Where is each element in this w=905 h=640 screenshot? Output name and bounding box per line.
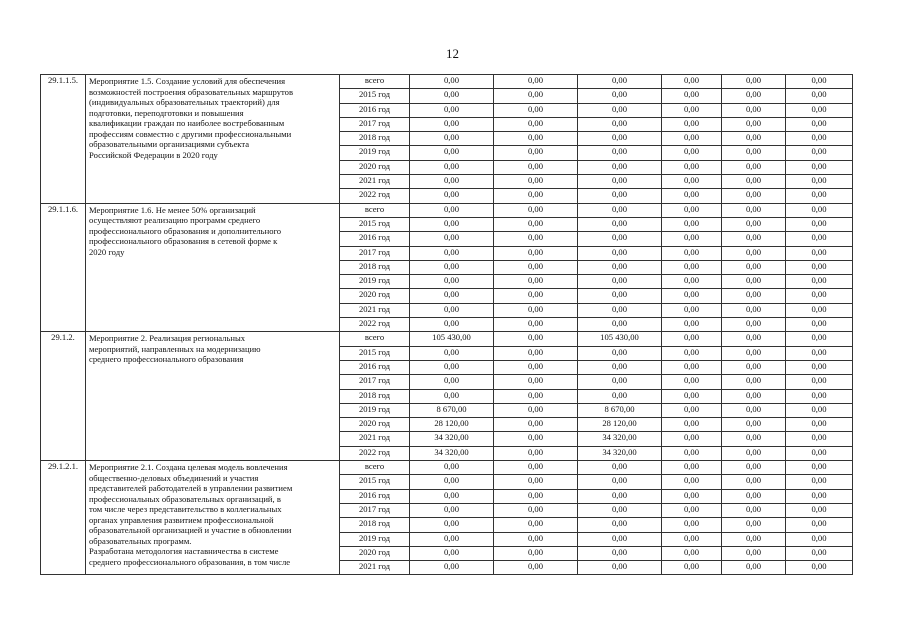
description-line: общественно-деловых объединений и участия [89,472,259,483]
amount-cell: 0,00 [722,532,786,546]
amount-cell: 0,00 [662,418,722,432]
amount-cell: 0,00 [722,475,786,489]
amount-cell: 0,00 [410,461,494,475]
amount-cell: 0,00 [662,546,722,560]
period-cell: 2016 год [340,489,410,503]
period-cell: 2019 год [340,403,410,417]
amount-cell: 0,00 [722,561,786,575]
amount-cell: 0,00 [786,446,853,460]
description-line: квалификации граждан по наиболее востребованным [89,118,285,128]
period-cell: 2016 год [340,360,410,374]
amount-cell: 0,00 [662,503,722,517]
amount-cell: 0,00 [662,175,722,189]
amount-cell: 0,00 [786,375,853,389]
amount-cell: 0,00 [786,389,853,403]
amount-cell: 0,00 [786,360,853,374]
period-cell: 2020 год [340,289,410,303]
amount-cell: 0,00 [578,532,662,546]
period-cell: 2015 год [340,217,410,231]
period-cell: 2019 год [340,275,410,289]
amount-cell: 0,00 [662,360,722,374]
amount-cell: 28 120,00 [578,418,662,432]
amount-cell: 0,00 [494,175,578,189]
amount-cell: 0,00 [786,403,853,417]
amount-cell: 0,00 [722,289,786,303]
description-line: 2020 году [89,246,125,257]
amount-cell: 0,00 [722,189,786,203]
amount-cell: 34 320,00 [578,446,662,460]
description-line: Разработана методология наставничества в системе [89,546,279,557]
amount-cell: 0,00 [410,503,494,517]
period-cell: 2020 год [340,418,410,432]
description-line: профессиям совместно с другими профессиональными [89,128,292,139]
period-cell: 2021 год [340,561,410,575]
amount-cell: 0,00 [410,518,494,532]
amount-cell: 0,00 [722,260,786,274]
description-line: Мероприятие 2. Реализация региональных [89,333,246,344]
amount-cell: 0,00 [494,289,578,303]
period-cell: 2015 год [340,475,410,489]
amount-cell: 0,00 [662,446,722,460]
amount-cell: 0,00 [410,360,494,374]
amount-cell: 0,00 [578,489,662,503]
description-line: образовательными организациями субъекта [89,139,250,149]
amount-cell: 0,00 [722,117,786,131]
amount-cell: 0,00 [494,232,578,246]
amount-cell: 0,00 [786,160,853,174]
amount-cell: 0,00 [662,260,722,274]
amount-cell: 0,00 [578,275,662,289]
amount-cell: 0,00 [662,561,722,575]
description-line: профессионального образования в сетевой форме к [89,236,278,247]
amount-cell: 0,00 [578,189,662,203]
description-line: профессиональных образовательных организаций, в [89,493,281,504]
amount-cell: 0,00 [786,318,853,332]
amount-cell: 0,00 [662,303,722,317]
amount-cell: 34 320,00 [410,446,494,460]
amount-cell: 0,00 [578,217,662,231]
amount-cell: 0,00 [662,103,722,117]
amount-cell: 0,00 [578,389,662,403]
amount-cell: 0,00 [662,217,722,231]
amount-cell: 0,00 [410,232,494,246]
amount-cell: 0,00 [722,360,786,374]
amount-cell: 0,00 [722,146,786,160]
activity-code: 29.1.1.6. [41,203,86,332]
amount-cell: 0,00 [578,346,662,360]
amount-cell: 0,00 [494,418,578,432]
period-cell: 2022 год [340,318,410,332]
period-cell: всего [340,461,410,475]
amount-cell: 0,00 [494,246,578,260]
amount-cell: 0,00 [494,346,578,360]
amount-cell: 0,00 [578,503,662,517]
amount-cell: 0,00 [494,203,578,217]
amount-cell: 0,00 [578,232,662,246]
period-cell: 2021 год [340,432,410,446]
period-cell: 2016 год [340,232,410,246]
period-cell: 2020 год [340,546,410,560]
amount-cell: 0,00 [494,475,578,489]
period-cell: 2017 год [340,375,410,389]
amount-cell: 0,00 [410,389,494,403]
amount-cell: 0,00 [578,360,662,374]
amount-cell: 0,00 [578,75,662,89]
amount-cell: 0,00 [578,160,662,174]
amount-cell: 0,00 [722,503,786,517]
amount-cell: 0,00 [662,75,722,89]
period-cell: 2017 год [340,503,410,517]
amount-cell: 0,00 [578,89,662,103]
amount-cell: 0,00 [662,432,722,446]
amount-cell: 0,00 [410,303,494,317]
amount-cell: 0,00 [494,260,578,274]
amount-cell: 0,00 [786,203,853,217]
amount-cell: 0,00 [662,146,722,160]
page-number: 12 [446,46,459,61]
amount-cell: 0,00 [578,289,662,303]
amount-cell: 0,00 [410,561,494,575]
amount-cell: 0,00 [410,117,494,131]
budget-table [40,74,853,575]
amount-cell: 0,00 [494,89,578,103]
amount-cell: 0,00 [786,275,853,289]
amount-cell: 0,00 [410,318,494,332]
amount-cell: 0,00 [722,489,786,503]
amount-cell: 0,00 [578,518,662,532]
table-row [41,461,853,475]
amount-cell: 0,00 [494,318,578,332]
amount-cell: 0,00 [578,303,662,317]
amount-cell: 0,00 [494,332,578,346]
amount-cell: 0,00 [662,318,722,332]
description-line: Мероприятие 1.6. Не менее 50% организаций [89,204,256,215]
description-line: образовательных программ. [89,535,192,546]
amount-cell: 28 120,00 [410,418,494,432]
amount-cell: 0,00 [786,503,853,517]
period-cell: 2020 год [340,160,410,174]
period-cell: 2022 год [340,446,410,460]
period-cell: 2019 год [340,532,410,546]
amount-cell: 0,00 [578,475,662,489]
amount-cell: 0,00 [786,532,853,546]
amount-cell: 0,00 [494,561,578,575]
amount-cell: 0,00 [662,346,722,360]
table-row [41,203,853,217]
amount-cell: 0,00 [578,461,662,475]
description-line: профессионального образования и дополнительного [89,225,282,236]
amount-cell: 0,00 [786,232,853,246]
amount-cell: 0,00 [410,217,494,231]
amount-cell: 0,00 [410,103,494,117]
amount-cell: 0,00 [722,318,786,332]
period-cell: всего [340,203,410,217]
amount-cell: 0,00 [786,461,853,475]
amount-cell: 0,00 [494,360,578,374]
amount-cell: 0,00 [410,532,494,546]
description-line: возможностей построения образовательных маршрутов [89,86,294,97]
amount-cell: 0,00 [662,203,722,217]
amount-cell: 0,00 [410,375,494,389]
amount-cell: 0,00 [786,346,853,360]
amount-cell: 0,00 [722,303,786,317]
description-line: Российской Федерации в 2020 году [89,149,218,160]
amount-cell: 0,00 [786,117,853,131]
amount-cell: 0,00 [494,375,578,389]
amount-cell: 0,00 [722,403,786,417]
description-line: среднего профессионального образования, в том числе [89,556,291,567]
amount-cell: 0,00 [494,160,578,174]
amount-cell: 0,00 [410,203,494,217]
period-cell: 2017 год [340,117,410,131]
amount-cell: 0,00 [662,132,722,146]
amount-cell: 0,00 [494,432,578,446]
amount-cell: 0,00 [662,232,722,246]
description-line: подготовки, переподготовки и повышения [89,107,244,118]
amount-cell: 0,00 [494,146,578,160]
amount-cell: 0,00 [494,403,578,417]
amount-cell: 0,00 [662,189,722,203]
amount-cell: 0,00 [786,489,853,503]
activity-description [86,332,340,461]
amount-cell: 0,00 [578,132,662,146]
amount-cell: 0,00 [722,217,786,231]
amount-cell: 0,00 [786,432,853,446]
amount-cell: 0,00 [494,103,578,117]
amount-cell: 0,00 [494,189,578,203]
amount-cell: 0,00 [722,432,786,446]
amount-cell: 0,00 [662,475,722,489]
amount-cell: 0,00 [722,332,786,346]
period-cell: 2021 год [340,175,410,189]
description-line: представителей работодателей в управлении развитием [89,483,293,494]
activity-code: 29.1.2.1. [41,461,86,575]
amount-cell: 0,00 [494,75,578,89]
amount-cell: 0,00 [722,518,786,532]
amount-cell: 0,00 [410,346,494,360]
amount-cell: 0,00 [662,332,722,346]
period-cell: всего [340,332,410,346]
amount-cell: 0,00 [786,289,853,303]
amount-cell: 0,00 [722,461,786,475]
amount-cell: 0,00 [722,246,786,260]
amount-cell: 0,00 [494,389,578,403]
period-cell: 2017 год [340,246,410,260]
amount-cell: 0,00 [494,489,578,503]
period-cell: 2018 год [340,389,410,403]
amount-cell: 0,00 [578,203,662,217]
amount-cell: 0,00 [662,289,722,303]
amount-cell: 0,00 [662,461,722,475]
activity-code: 29.1.2. [41,332,86,461]
amount-cell: 0,00 [578,103,662,117]
amount-cell: 0,00 [410,475,494,489]
description-line: том числе через представительство в коллегиальных [89,504,282,515]
amount-cell: 0,00 [662,489,722,503]
amount-cell: 0,00 [786,103,853,117]
period-cell: 2021 год [340,303,410,317]
amount-cell: 0,00 [410,132,494,146]
amount-cell: 0,00 [578,146,662,160]
description-line: Мероприятие 2.1. Создана целевая модель вовлечения [89,462,288,473]
amount-cell: 0,00 [786,561,853,575]
activity-description [86,461,340,575]
amount-cell: 34 320,00 [410,432,494,446]
activity-description [86,75,340,204]
amount-cell: 0,00 [786,518,853,532]
amount-cell: 0,00 [578,260,662,274]
amount-cell: 0,00 [578,561,662,575]
amount-cell: 0,00 [722,175,786,189]
amount-cell: 0,00 [786,189,853,203]
amount-cell: 0,00 [662,403,722,417]
description-line: образовательной организацией и участие в обновлении [89,525,292,536]
amount-cell: 0,00 [578,175,662,189]
amount-cell: 0,00 [410,260,494,274]
amount-cell: 0,00 [662,89,722,103]
amount-cell: 0,00 [494,132,578,146]
amount-cell: 0,00 [662,275,722,289]
amount-cell: 34 320,00 [578,432,662,446]
period-cell: 2016 год [340,103,410,117]
period-cell: 2018 год [340,518,410,532]
amount-cell: 0,00 [494,546,578,560]
description-line: Мероприятие 1.5. Создание условий для обеспечения [89,76,286,86]
description-line: осуществляют реализацию программ среднего [89,215,261,226]
amount-cell: 0,00 [578,375,662,389]
amount-cell: 0,00 [722,275,786,289]
amount-cell: 0,00 [494,217,578,231]
amount-cell: 0,00 [786,546,853,560]
amount-cell: 0,00 [662,117,722,131]
amount-cell: 0,00 [786,132,853,146]
amount-cell: 0,00 [722,389,786,403]
amount-cell: 0,00 [578,117,662,131]
amount-cell: 8 670,00 [410,403,494,417]
amount-cell: 0,00 [722,346,786,360]
amount-cell: 0,00 [662,246,722,260]
amount-cell: 105 430,00 [578,332,662,346]
amount-cell: 0,00 [494,503,578,517]
amount-cell: 0,00 [786,475,853,489]
amount-cell: 0,00 [410,75,494,89]
amount-cell: 0,00 [410,246,494,260]
amount-cell: 0,00 [662,375,722,389]
period-cell: 2018 год [340,260,410,274]
amount-cell: 0,00 [722,418,786,432]
period-cell: 2015 год [340,346,410,360]
amount-cell: 0,00 [410,175,494,189]
amount-cell: 0,00 [662,532,722,546]
period-cell: 2015 год [340,89,410,103]
amount-cell: 0,00 [722,75,786,89]
table-row [41,332,853,346]
amount-cell: 0,00 [786,146,853,160]
amount-cell: 0,00 [722,375,786,389]
amount-cell: 0,00 [578,318,662,332]
amount-cell: 0,00 [494,275,578,289]
amount-cell: 0,00 [722,132,786,146]
amount-cell: 105 430,00 [410,332,494,346]
description-line: среднего профессионального образования [89,354,244,365]
amount-cell: 0,00 [786,303,853,317]
amount-cell: 0,00 [786,75,853,89]
amount-cell: 0,00 [786,175,853,189]
amount-cell: 0,00 [786,217,853,231]
amount-cell: 0,00 [722,546,786,560]
amount-cell: 0,00 [722,103,786,117]
amount-cell: 0,00 [722,203,786,217]
amount-cell: 0,00 [722,446,786,460]
amount-cell: 0,00 [662,389,722,403]
period-cell: 2022 год [340,189,410,203]
amount-cell: 0,00 [662,518,722,532]
amount-cell: 0,00 [494,532,578,546]
amount-cell: 0,00 [722,232,786,246]
amount-cell: 0,00 [410,89,494,103]
amount-cell: 0,00 [722,89,786,103]
amount-cell: 0,00 [410,160,494,174]
table-row [41,75,853,89]
description-line: органах управления развитием профессиональной [89,514,274,525]
period-cell: 2018 год [340,132,410,146]
amount-cell: 0,00 [662,160,722,174]
activity-code: 29.1.1.5. [41,75,86,204]
table-body [41,75,853,575]
amount-cell: 0,00 [410,275,494,289]
amount-cell: 8 670,00 [578,403,662,417]
amount-cell: 0,00 [722,160,786,174]
amount-cell: 0,00 [786,260,853,274]
amount-cell: 0,00 [786,246,853,260]
amount-cell: 0,00 [786,89,853,103]
amount-cell: 0,00 [410,146,494,160]
amount-cell: 0,00 [786,332,853,346]
amount-cell: 0,00 [494,461,578,475]
amount-cell: 0,00 [578,546,662,560]
amount-cell: 0,00 [578,246,662,260]
amount-cell: 0,00 [494,446,578,460]
amount-cell: 0,00 [410,189,494,203]
activity-description [86,203,340,332]
amount-cell: 0,00 [494,303,578,317]
period-cell: всего [340,75,410,89]
amount-cell: 0,00 [410,489,494,503]
amount-cell: 0,00 [410,289,494,303]
description-line: мероприятий, направленных на модернизацию [89,343,261,354]
description-line: (индивидуальных образовательных траекторий) для [89,97,280,107]
amount-cell: 0,00 [410,546,494,560]
amount-cell: 0,00 [786,418,853,432]
period-cell: 2019 год [340,146,410,160]
amount-cell: 0,00 [494,117,578,131]
amount-cell: 0,00 [494,518,578,532]
